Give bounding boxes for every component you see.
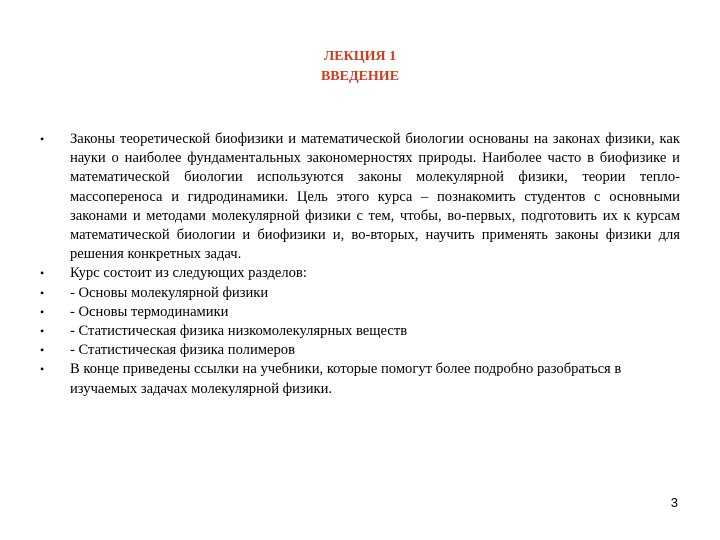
bullet-list <box>40 130 680 399</box>
list-item-text: - Статистическая физика полимеров <box>70 342 295 359</box>
list-item-text: - Основы термодинамики <box>70 303 229 320</box>
list-item <box>40 322 680 341</box>
list-item <box>40 264 680 283</box>
slide-title <box>0 47 720 87</box>
list-item-text: - Статистическая физика низкомолекулярных веществ <box>70 323 408 340</box>
list-item <box>40 360 680 398</box>
page-number: 3 <box>670 495 678 510</box>
bullet-icon: • <box>40 285 45 300</box>
list-item <box>40 303 680 322</box>
list-item <box>40 130 680 264</box>
list-item <box>40 284 680 303</box>
bullet-icon: • <box>40 324 45 339</box>
bullet-icon: • <box>40 362 45 377</box>
list-item <box>40 341 680 360</box>
list-item-text: Курс состоит из следующих разделов: <box>70 265 307 282</box>
title-line-2: ВВЕДЕНИЕ <box>320 69 400 84</box>
list-item-text: Законы теоретической биофизики и математической биологии основаны на законах физики, как науки о наиболее фундаментальных закономерностях природы. Наиболее часто в биофизике и математической биологии используются законы молекулярной физики, теории тепло-массопереноса и гидродинамики. Цель этого курса – познакомить студентов с основными законами и методами молекулярной физики с тем, чтобы, во-первых, подготовить их к курсам математической биологии и биофизики и, во-вторых, научить применять законы физики для решения конкретных задач. <box>70 131 680 263</box>
bullet-icon: • <box>40 132 45 146</box>
bullet-icon: • <box>40 304 45 319</box>
title-line-1: ЛЕКЦИЯ 1 <box>323 49 397 64</box>
list-item-text: В конце приведены ссылки на учебники, которые помогут более подробно разобраться в изучаемых задачах молекулярной физики. <box>70 361 622 397</box>
bullet-icon: • <box>40 343 45 358</box>
list-item-text: - Основы молекулярной физики <box>70 284 269 301</box>
bullet-icon: • <box>40 266 45 281</box>
